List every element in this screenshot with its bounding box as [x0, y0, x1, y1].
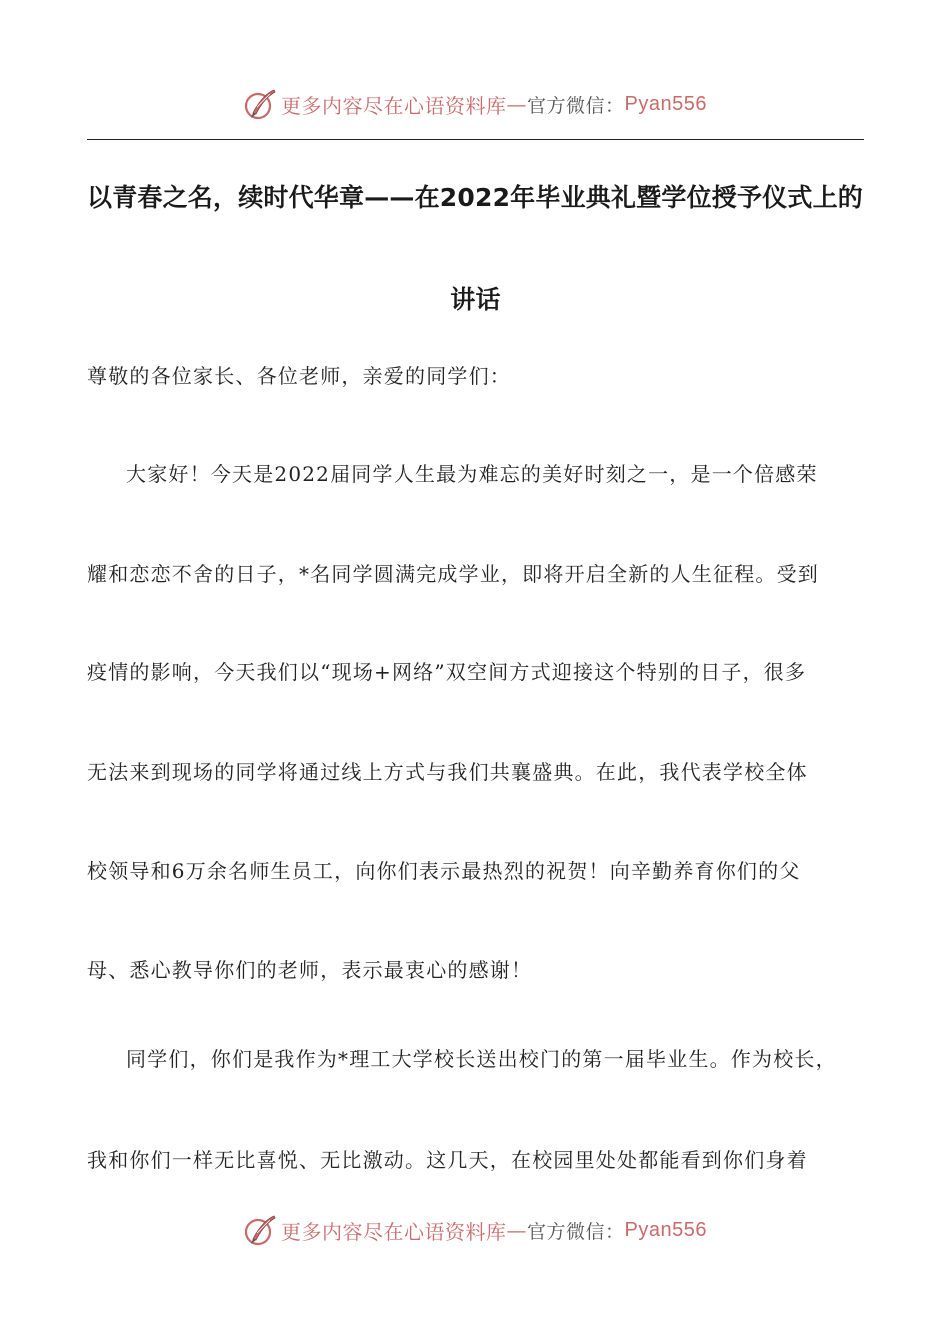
header-banner — [0, 82, 950, 126]
body-line-4: 无法来到现场的同学将通过线上方式与我们共襄盛典。在此，我代表学校全体 — [87, 760, 808, 784]
header-wechat-id: Pyan556 — [624, 92, 707, 115]
header-divider — [87, 139, 864, 140]
document-title-line-1: 以青春之名，续时代华章——在2022年毕业典礼暨学位授予仪式上的 — [87, 183, 863, 212]
document-title-line-2: 讲话 — [450, 285, 501, 314]
header-dash: — — [506, 92, 527, 116]
quill-pen-icon — [243, 1213, 277, 1247]
header-wechat-label: 官方微信： — [527, 94, 625, 117]
footer-dash: — — [506, 1218, 527, 1242]
footer-wechat-label: 官方微信： — [527, 1220, 625, 1243]
body-line-8: 我和你们一样无比喜悦、无比激动。这几天，在校园里处处都能看到你们身着 — [87, 1148, 808, 1172]
body-line-1: 大家好！今天是2022届同学人生最为难忘的美好时刻之一，是一个倍感荣 — [126, 462, 818, 486]
salutation: 尊敬的各位家长、各位老师，亲爱的同学们： — [87, 364, 511, 388]
footer-wechat-id: Pyan556 — [624, 1218, 707, 1241]
footer-banner — [0, 1208, 950, 1252]
body-line-2: 耀和恋恋不舍的日子，*名同学圆满完成学业，即将开启全新的人生征程。受到 — [87, 562, 819, 586]
header-brand-text: 更多内容尽在心语资料库 — [281, 93, 507, 118]
body-line-3: 疫情的影响，今天我们以“现场+网络”双空间方式迎接这个特别的日子，很多 — [87, 660, 807, 684]
body-line-7: 同学们，你们是我作为*理工大学校长送出校门的第一届毕业生。作为校长， — [126, 1047, 837, 1071]
body-line-5: 校领导和6万余名师生员工，向你们表示最热烈的祝贺！向辛勤养育你们的父 — [87, 859, 801, 883]
footer-brand-text: 更多内容尽在心语资料库 — [281, 1219, 507, 1244]
quill-pen-icon — [243, 87, 277, 121]
body-line-6: 母、悉心教导你们的老师，表示最衷心的感谢！ — [87, 958, 533, 982]
